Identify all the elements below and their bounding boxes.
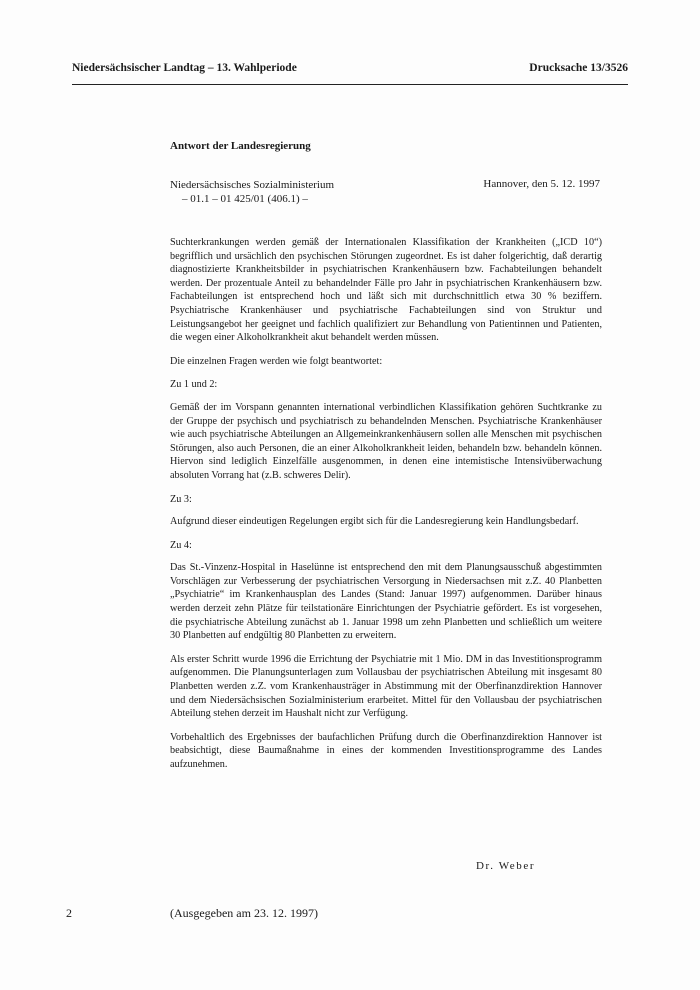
header-parliament: Niedersächsischer Landtag – 13. Wahlperiode [72,62,297,74]
document-title: Antwort der Landesregierung [170,140,311,152]
questions-intro: Die einzelnen Fragen werden wie folgt beantwortet: [170,355,383,367]
answer-4-part-3: Vorbehaltlich des Ergebnisses der baufachlichen Prüfung durch die Oberfinanzdirektion Hannover ist beabsichtigt, diese Baumaßnahme in eines der kommenden Investitionsprogramme des Landes aufzunehmen. [170,731,602,770]
signature: Dr. Weber [476,860,536,872]
page-header [72,62,628,82]
answer-3: Aufgrund dieser eindeutigen Regelungen ergibt sich für die Landesregierung kein Handlungsbedarf. [170,516,579,528]
section-heading-4: Zu 4: [170,539,192,551]
document-date: Hannover, den 5. 12. 1997 [483,178,600,190]
answer-1-2: Gemäß der im Vorspann genannten international verbindlichen Klassifikation gehören Suchtkranke zu der Gruppe der psychisch und psychiatrisch zu behandelnden Menschen. Psychiatrische Krankenhäuser wie auch psychiatrische Abteilungen an Allgemeinkrankenhäusern sollen alle Menschen mit psychischen Störungen, also auch Personen, die an einer Alkoholkrankheit leiden, behandeln bzw. behandeln können. Hiervon sind lediglich Einzelfälle ausgenommen, in denen eine intemistische Intensivüberwachung absoluten Vorrang hat (z.B. schweres Delir). [170,401,602,481]
intro-paragraph: Suchterkrankungen werden gemäß der Internationalen Klassifikation der Krankheiten („ICD 10“) begrifflich und ursächlich den psychischen Störungen zugeordnet. Es ist daher folgerichtig, daß derartig diagnostizierte Krankheitsbilder in psychiatrischen Krankenhäusern bzw. Fachabteilungen behandelt werden. Der prozentuale Anteil zu behandelnder Fälle pro Jahr in psychiatrischen Krankenhäusern bzw. Fachabteilungen ist entsprechend hoch und läßt sich mit durchschnittlich etwa 30 % beziffern. Psychiatrische Krankenhäuser und psychiatrische Fachabteilungen sind von Struktur und Leistungsangebot her geeignet und fachlich qualifiziert zur Behandlung von Patientinnen und Patienten, die wegen einer Alkoholkrankheit akut behandelt werden müssen. [170,237,602,344]
document-body [170,236,602,782]
sender-ministry: Niedersächsisches Sozialministerium [170,179,335,191]
section-heading-1-2: Zu 1 und 2: [170,379,218,391]
sender-block [170,178,334,206]
section-heading-3: Zu 3: [170,493,192,505]
header-document-number: Drucksache 13/3526 [529,62,628,74]
issue-date: (Ausgegeben am 23. 12. 1997) [170,906,318,920]
answer-4-part-2: Als erster Schritt wurde 1996 die Errichtung der Psychiatrie mit 1 Mio. DM in das Investitionsprogramm aufgenommen. Die Planungsunterlagen zum Vollausbau der psychiatrischen Abteilung mit insgesamt 80 Planbetten werden z.Z. vom Krankenhausträger in Abstimmung mit der Oberfinanzdirektion Hannover und dem Niedersächsischen Sozialministerium erarbeitet. Mittel für den Vollausbau der psychiatrischen Abteilung stehen derzeit im Haushalt nicht zur Verfügung. [170,653,602,720]
page-number: 2 [66,906,72,920]
header-rule [72,84,628,85]
answer-4-part-1: Das St.-Vinzenz-Hospital in Haselünne ist entsprechend den mit dem Planungsausschuß abgestimmten Vorschlägen zur Verbesserung der psychiatrischen Versorgung in Niedersachsen mit z.Z. 40 Planbetten „Psychiatrie“ im Krankenhausplan des Landes (Stand: Januar 1997) aufgenommen. Darüber hinaus werden derzeit zehn Plätze für teilstationäre Einrichtungen der Psychiatrie gefördert. Es ist vorgesehen, die psychiatrische Abteilung zunächst ab 1. Januar 1998 um zehn Planbetten und schließlich um weitere 30 Planbetten auf endgültig 80 Planbetten zu erweitern. [170,562,602,642]
sender-reference: – 01.1 – 01 425/01 (406.1) – [182,193,308,205]
